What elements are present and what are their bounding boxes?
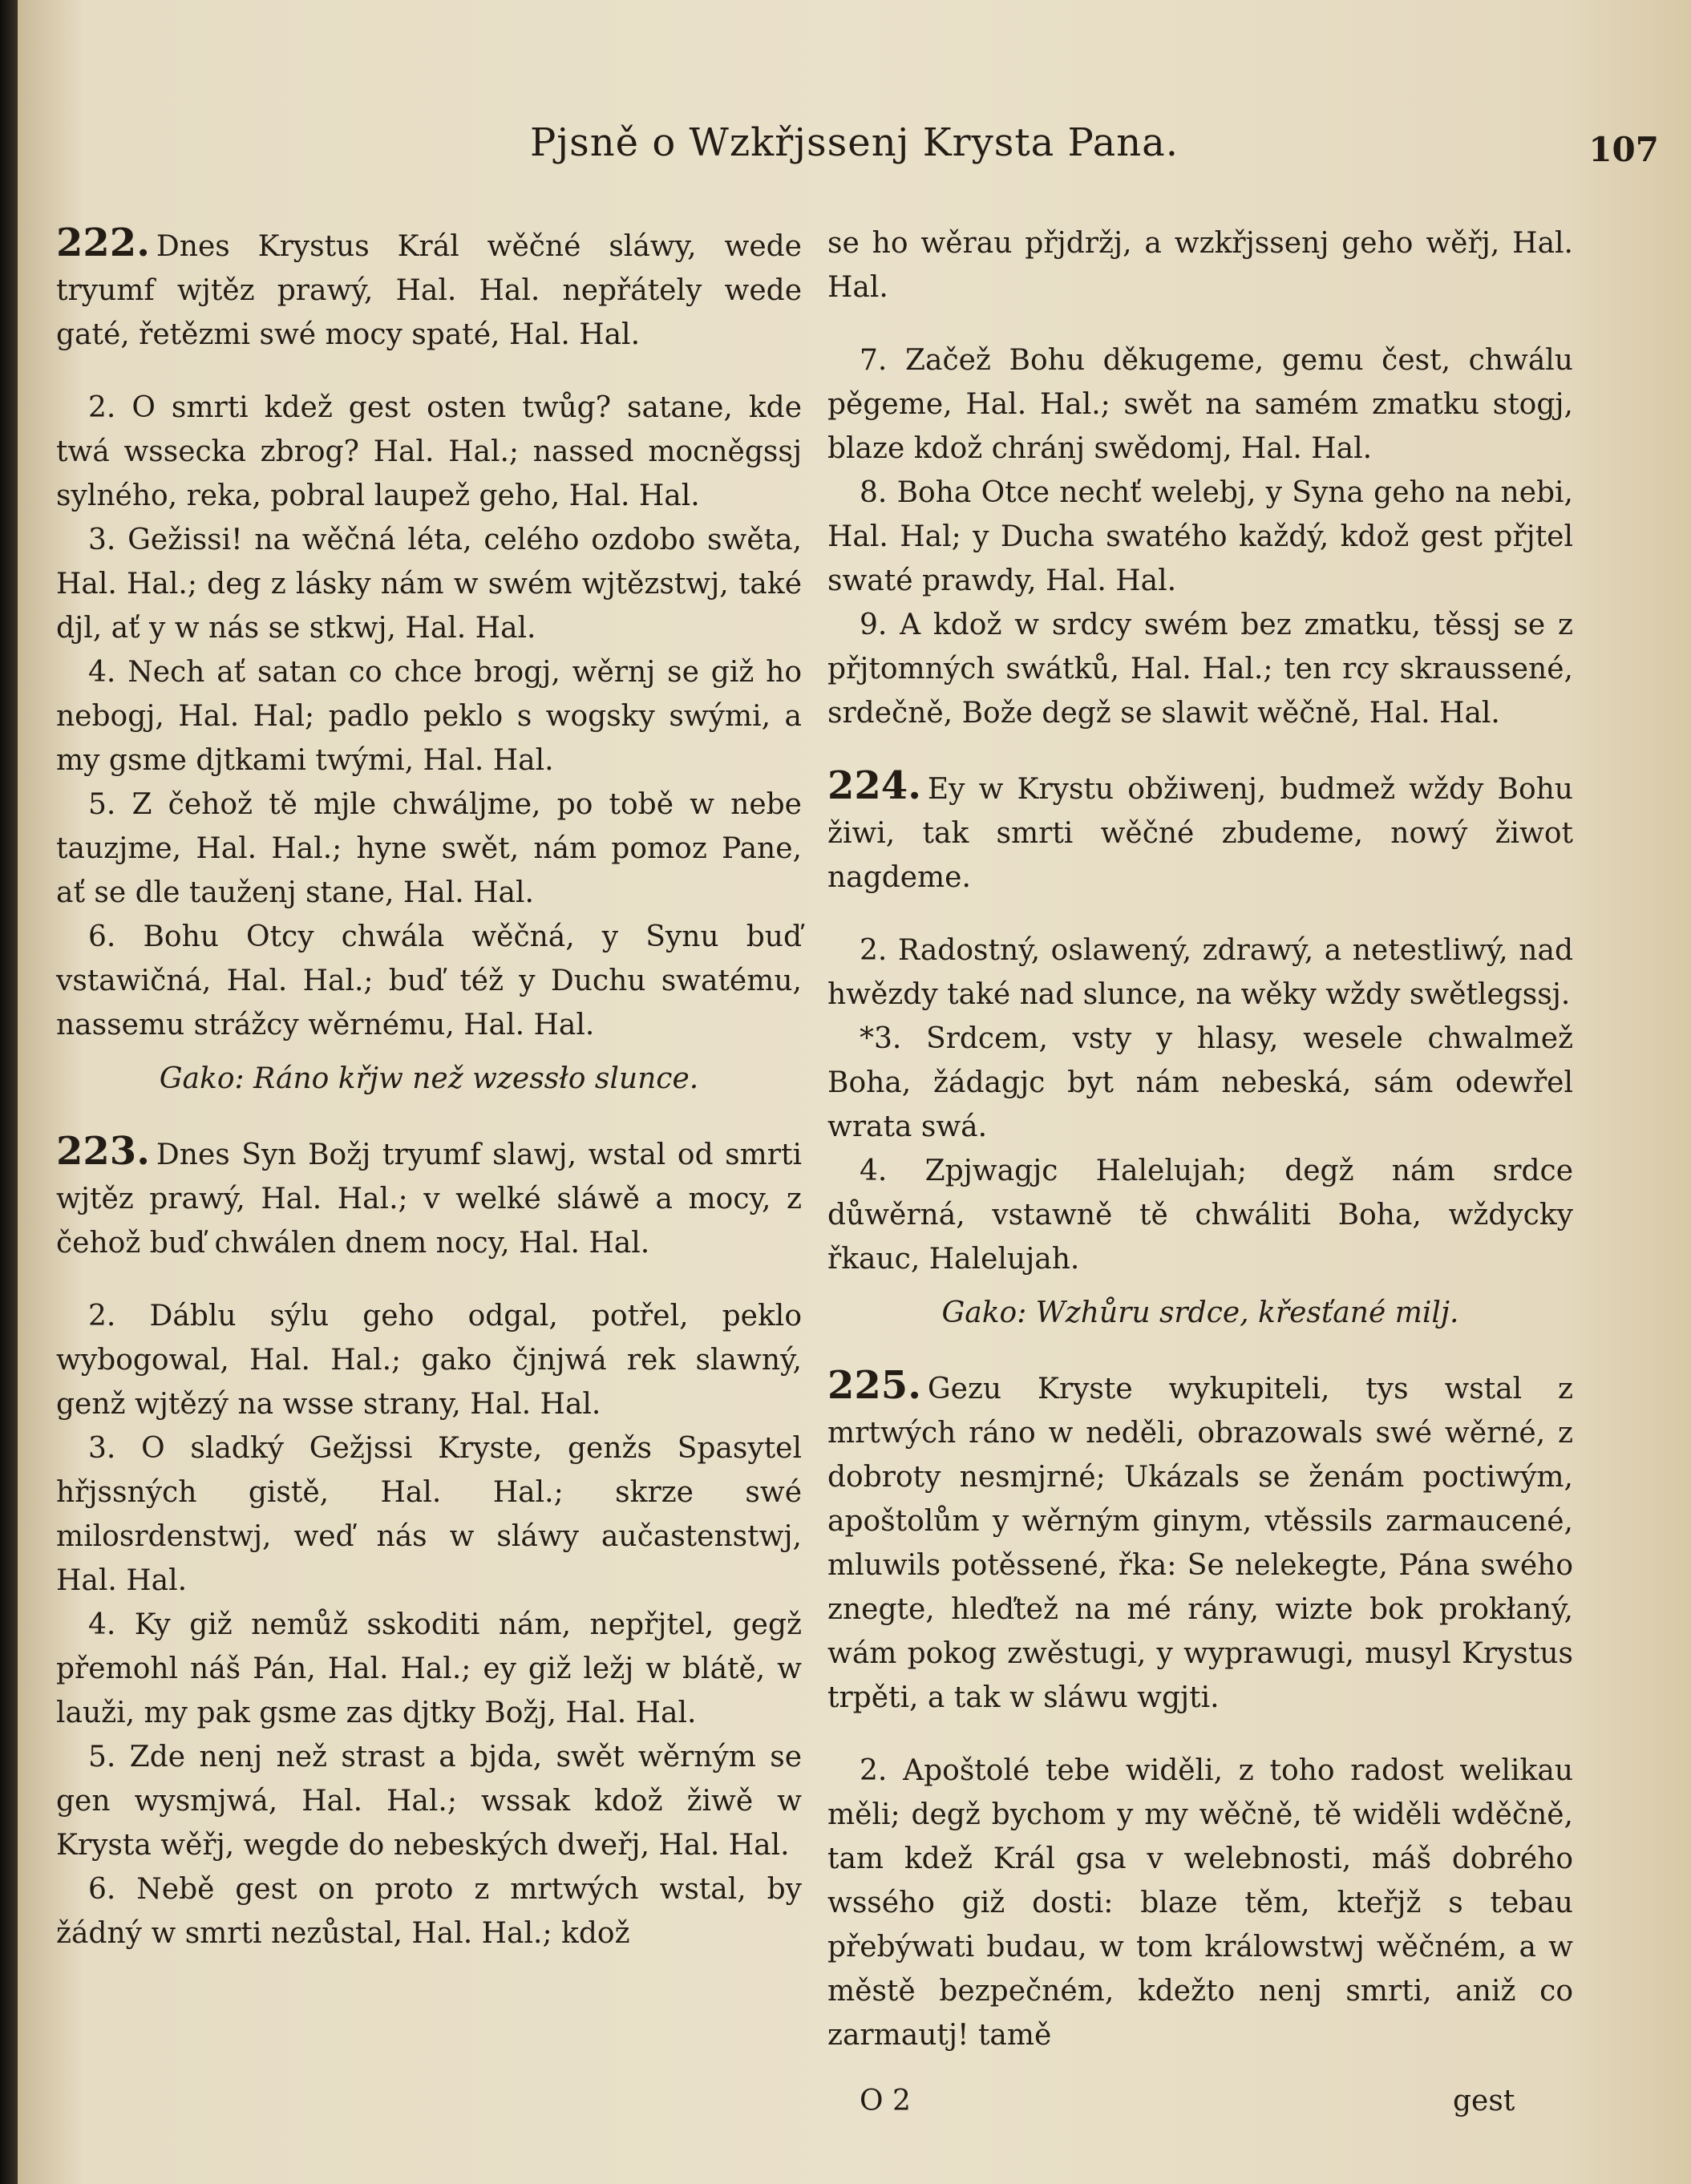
verse: 2. O smrti kdež gest osten twůg? satane, kde twá wssecka zbrog? Hal. Hal.; nassed mocněgssj sylného, reka, pobral laupež geho, Hal. Hal. bbox=[56, 391, 802, 512]
verse: 6. Bohu Otcy chwála wěčná, y Synu buď vstawičná, Hal. Hal.; buď též y Duchu swatému, nassemu strážcy wěrnému, Hal. Hal. bbox=[56, 920, 802, 1041]
verse: 7. Začež Bohu děkugeme, gemu čest, chwálu pěgeme, Hal. Hal.; swět na samém zmatku stogj, blaze kdož chránj swědomj, Hal. Hal. bbox=[827, 344, 1573, 465]
hymn-225 bbox=[827, 1364, 1573, 2057]
hymn-number: 224. bbox=[827, 763, 921, 808]
hymn-text: Ey w Krystu obžiwenj, budmež wždy Bohu žiwi, tak smrti wěčné zbudeme, nowý žiwot nagdeme. bbox=[827, 773, 1573, 894]
hymn-first-verse bbox=[56, 221, 802, 357]
verse: 3. Gežissi! na wěčná léta, celého ozdobo swěta, Hal. Hal.; deg z lásky nám w swém wjtězstwj, také djl, ať y w nás se stkwj, Hal. Hal. bbox=[56, 524, 802, 645]
hymn-number: 222. bbox=[56, 220, 150, 265]
tune-indication: Gako: Ráno křjw než wzessło slunce. bbox=[159, 1062, 699, 1095]
book-page bbox=[18, 0, 1691, 2184]
verse: 6. Nebě gest on proto z mrtwých wstal, by žádný w smrti nezůstal, Hal. Hal.; kdož bbox=[56, 1873, 802, 1950]
verse: 9. A kdož w srdcy swém bez zmatku, těssj se z přjtomných swátků, Hal. Hal.; ten rcy skraussené, srdečně, Bože degž se slawit wěčně, Hal. Hal. bbox=[827, 609, 1573, 730]
verse: 4. Ky giž nemůž sskoditi nám, nepřjtel, gegž přemohl náš Pán, Hal. Hal.; ey giž ležj w blátě, w lauži, my pak gsme zas djtky Božj, Hal. Hal. bbox=[56, 1608, 802, 1729]
hymn-222 bbox=[56, 221, 802, 1047]
tune-indication: Gako: Wzhůru srdce, křesťané milj. bbox=[941, 1296, 1459, 1329]
verse: 5. Zde nenj než strast a bjda, swět wěrným se gen wysmjwá, Hal. Hal.; wssak kdož žiwě w Krysta wěřj, wegde do nebeských dweřj, Hal. Hal. bbox=[56, 1741, 802, 1862]
verse: *3. Srdcem, vsty y hlasy, wesele chwalmež Boha, žádagjc byt nám nebeská, sám odewřel wrata swá. bbox=[827, 1022, 1573, 1143]
verse: 8. Boha Otce nechť welebj, y Syna geho na nebi, Hal. Hal; y Ducha swatého každý, kdož gest přjtel swaté prawdy, Hal. Hal. bbox=[827, 476, 1573, 597]
book-spine bbox=[0, 0, 18, 2184]
verse: 4. Nech ať satan co chce brogj, wěrnj se giž ho nebogj, Hal. Hal; padlo peklo s wogsky swými, a my gsme djtkami twými, Hal. Hal. bbox=[56, 656, 802, 777]
hymn-number: 223. bbox=[56, 1129, 150, 1174]
hymn-number: 225. bbox=[827, 1363, 921, 1408]
verse: 3. O sladký Gežjssi Kryste, genžs Spasytel hřjssných gistě, Hal. Hal.; skrze swé milosrdenstwj, weď nás w sláwy aučastenstwj, Hal. Hal. bbox=[56, 1432, 802, 1597]
hymn-first-verse bbox=[827, 764, 1573, 900]
verse: 2. Radostný, oslawený, zdrawý, a netestliwý, nad hwězdy také nad slunce, na wěky wždy swětlegssj. bbox=[827, 934, 1573, 1011]
hymn-text: Dnes Krystus Král wěčné sláwy, wede tryumf wjtěz prawý, Hal. Hal. nepřátely wede gaté, řetězmi swé mocy spaté, Hal. Hal. bbox=[56, 230, 802, 351]
hymn-223 bbox=[56, 1130, 802, 1955]
page-number: 107 bbox=[1588, 130, 1659, 169]
right-column bbox=[827, 192, 1573, 2067]
running-title: Pjsně o Wzkřjssenj Krysta Pana. bbox=[529, 120, 1179, 165]
hymn-text: Dnes Syn Božj tryumf slawj, wstal od smrti wjtěz prawý, Hal. Hal.; v welké sláwě a mocy, z čehož buď chwálen dnem nocy, Hal. Hal. bbox=[56, 1139, 802, 1260]
verse: 2. Apoštolé tebe widěli, z toho radost welikau měli; degž bychom y my wěčně, tě widěli wděčně, tam kdež Král gsa v welebnosti, máš dobrého wssého giž dosti: blaze těm, kteřjž s tebau přebýwati budau, w tom králowstwj wěčném, a w městě bezpečném, kdežto nenj smrti, aniž co zarmautj! tamě bbox=[827, 1754, 1573, 2052]
verse: 2. Dáblu sýlu geho odgal, potřel, peklo wybogowal, Hal. Hal.; gako čjnjwá rek slawný, genž wjtězý na wsse strany, Hal. Hal. bbox=[56, 1300, 802, 1421]
hymn-text: Gezu Kryste wykupiteli, tys wstal z mrtwých ráno w neděli, obrazowals swé wěrné, z dobroty nesmjrné; Ukázals se ženám poctiwým, apoštolům y wěrným ginym, vtěssils zarmaucené, mluwils potěssené, řka: Se nelekegte, Pána swého znegte, hleďtež na mé rány, wizte bok prokłaný, wám pokog zwěstugi, y wyprawugi, musyl Krystus trpěti, a tak w sláwu wgjti. bbox=[827, 1373, 1573, 1714]
hymn-224 bbox=[827, 764, 1573, 1281]
continued-verse: se ho wěrau přjdržj, a wzkřjssenj geho wěřj, Hal. Hal. bbox=[827, 227, 1573, 304]
verse: 4. Zpjwagjc Halelujah; degž nám srdce důwěrná, vstawně tě chwáliti Boha, wždycky řkauc, Halelujah. bbox=[827, 1155, 1573, 1276]
hymn-first-verse bbox=[827, 1364, 1573, 1720]
hymn-first-verse bbox=[56, 1130, 802, 1265]
signature-mark: O 2 bbox=[860, 2085, 911, 2117]
left-column bbox=[56, 192, 802, 1965]
verse: 5. Z čehož tě mjle chwáljme, po tobě w nebe tauzjme, Hal. Hal.; hyne swět, nám pomoz Pane, ať se dle tauženj stane, Hal. Hal. bbox=[56, 788, 802, 909]
catchword: gest bbox=[1453, 2085, 1515, 2117]
